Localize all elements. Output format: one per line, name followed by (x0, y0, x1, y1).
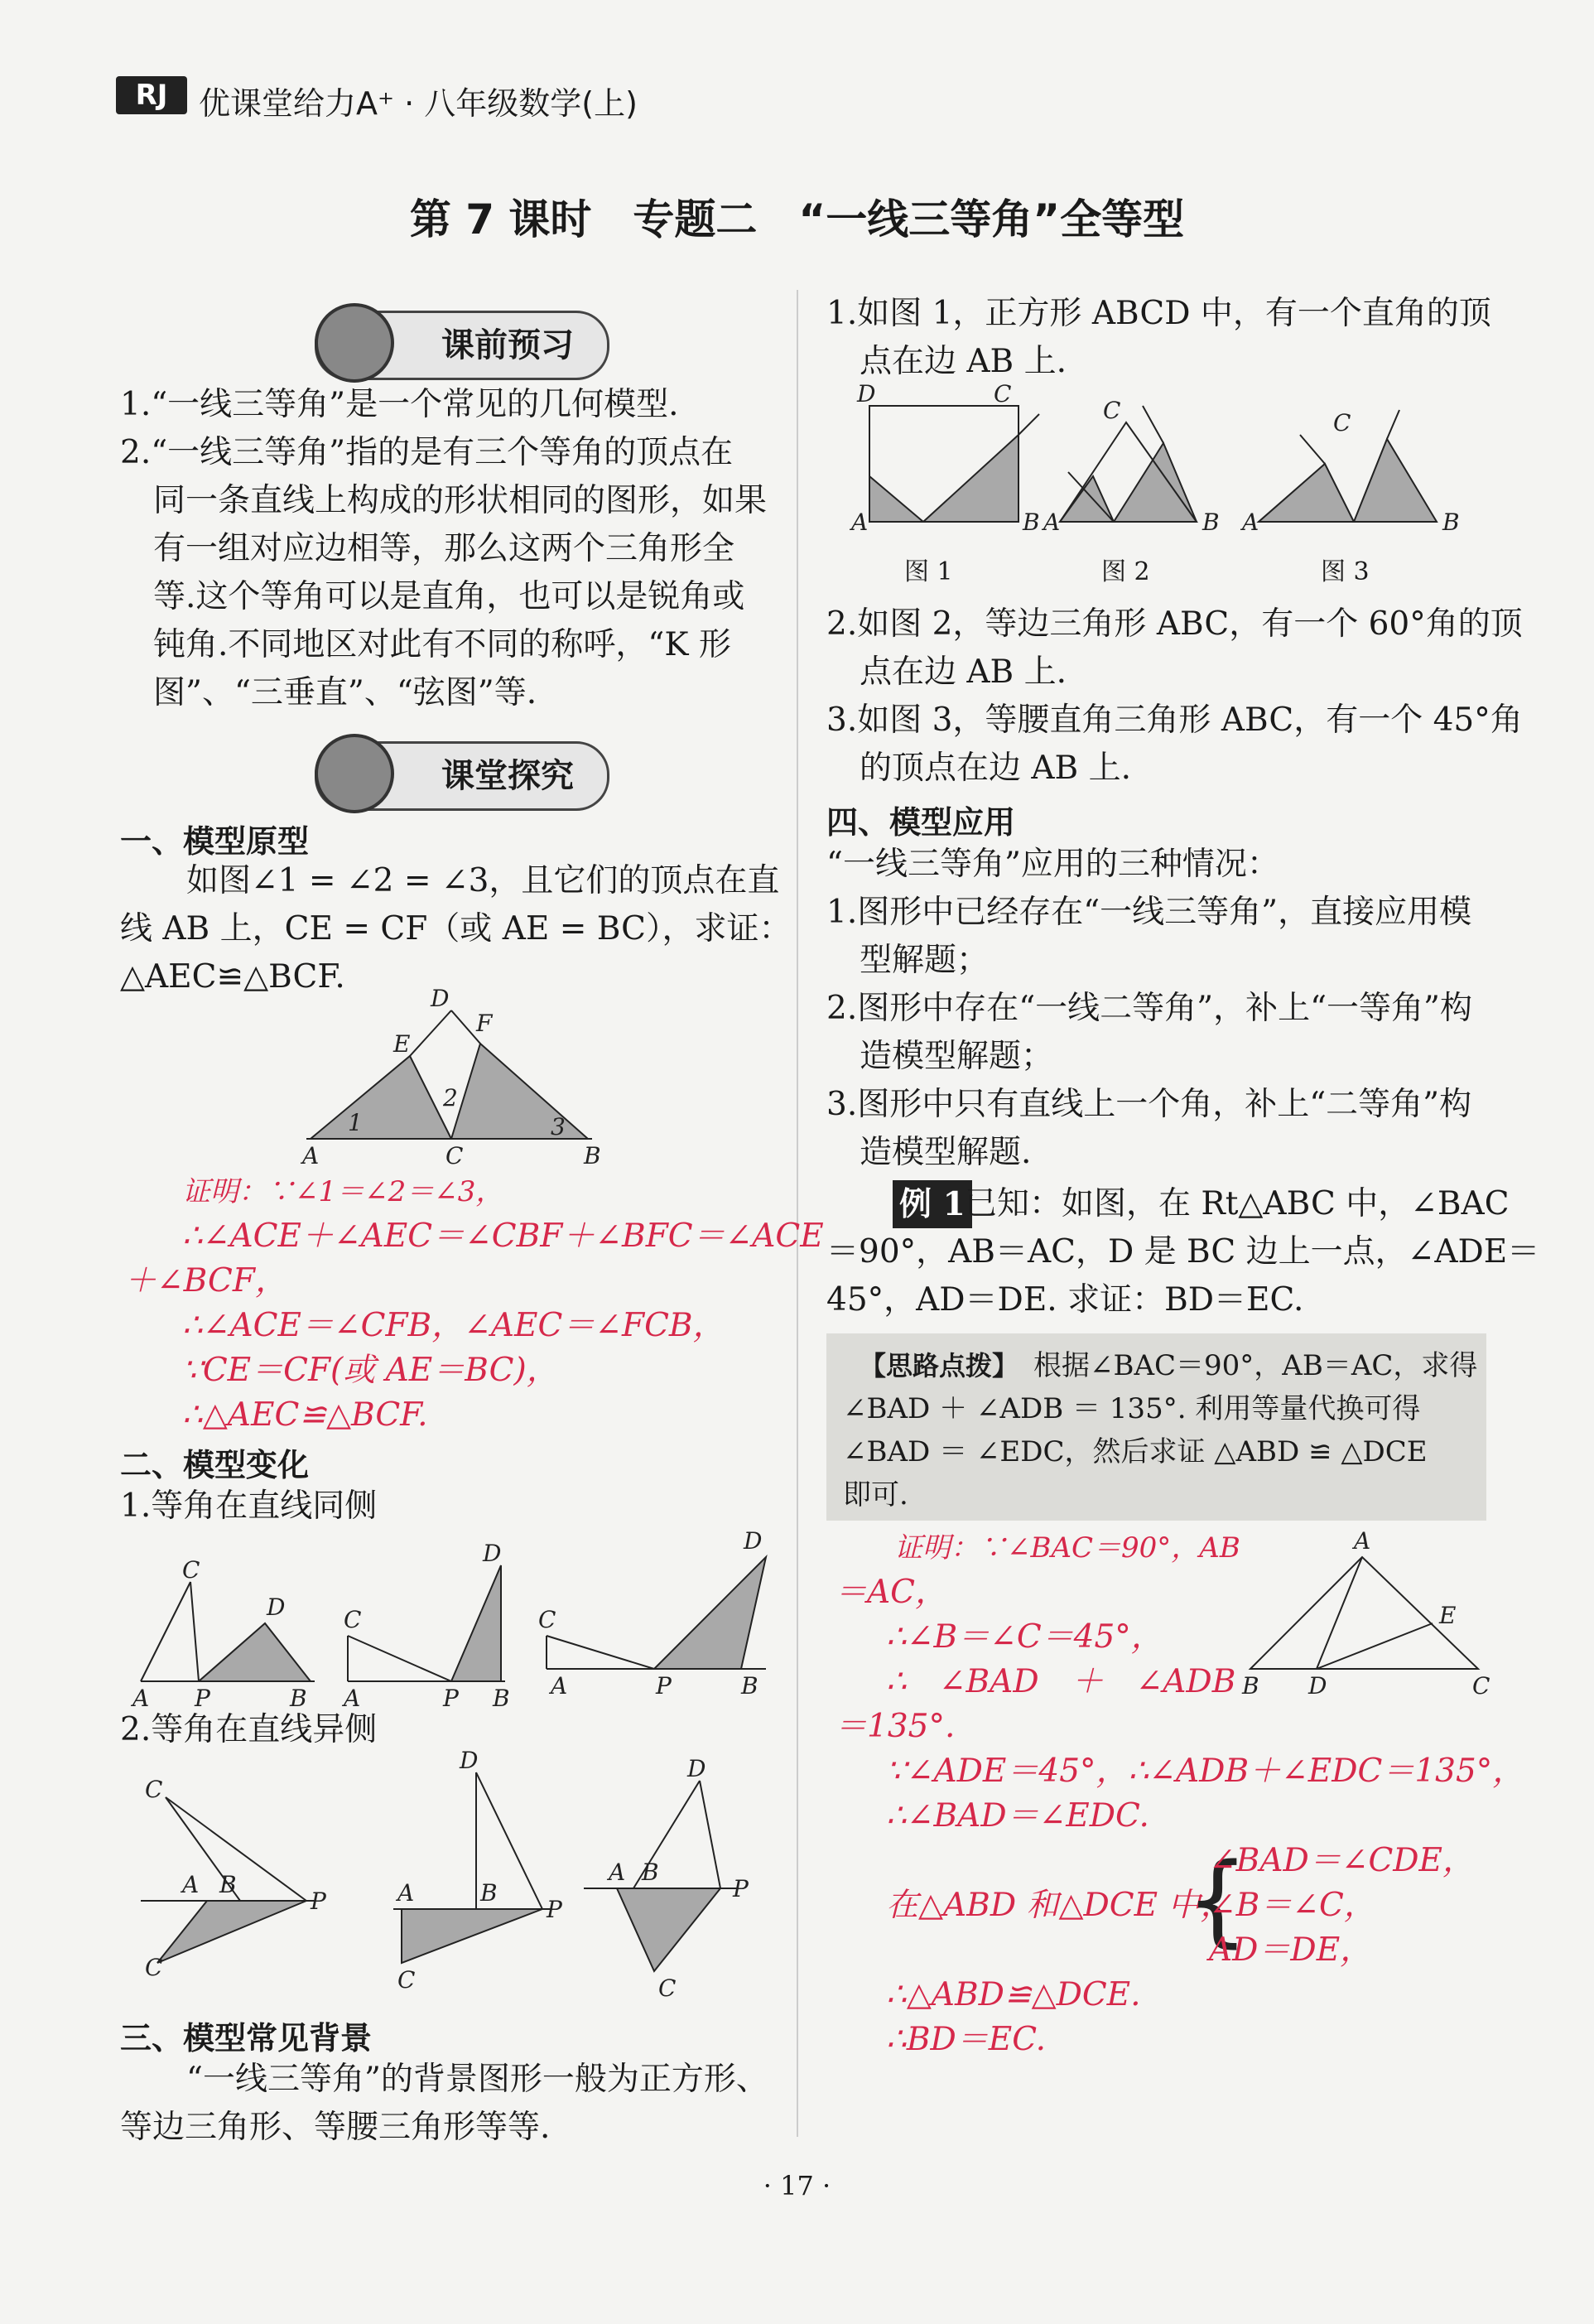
hint-line: ∠BAD ＝ ∠EDC，然后求证 △ABD ≌ △DCE (843, 1435, 1428, 1468)
svg-text:D: D (483, 1540, 502, 1567)
example-line: 已知：如图，在 Rt△ABC 中，∠BAC (965, 1185, 1510, 1222)
svg-text:A: A (1242, 509, 1259, 536)
magnifier-icon (315, 734, 394, 813)
body-line: 等边三角形、等腰三角形等等. (120, 2109, 551, 2146)
svg-text:C: C (344, 1606, 362, 1633)
same-side-figure-3 (538, 1527, 778, 1700)
example-figure (1242, 1527, 1490, 1700)
proof-line: ∠B＝∠C， (1209, 1887, 1376, 1924)
proof-line: ＝135°. (835, 1708, 956, 1745)
label-A: A (302, 1142, 320, 1169)
proof-line: ∠BAD＝∠CDE， (1209, 1842, 1476, 1879)
svg-text:B: B (219, 1871, 237, 1898)
svg-text:B: B (480, 1879, 498, 1907)
svg-text:P: P (547, 1896, 562, 1923)
proof-line: ∴ ∠BAD ＋ ∠ADB (886, 1663, 1236, 1700)
figure-caption: 图 2 (1101, 557, 1150, 586)
proof-line: ∴∠ACE＋∠AEC＝∠CBF＋∠BFC＝∠ACE (182, 1217, 824, 1255)
body-line: 点在边 AB 上. (860, 343, 1067, 380)
svg-text:C: C (994, 380, 1012, 407)
proof-line: AD＝DE， (1209, 1931, 1373, 1969)
triangle-BCF (451, 1044, 588, 1139)
proof-line: ＝AC， (835, 1574, 948, 1611)
svg-text:B: B (1242, 1672, 1259, 1700)
example-line: ＝90°，AB＝AC，D 是 BC 边上一点，∠ADE＝ (826, 1233, 1540, 1270)
svg-text:D: D (687, 1755, 706, 1782)
svg-text:C: C (658, 1974, 677, 2002)
proof-line: ∴∠BAD＝∠EDC. (886, 1797, 1149, 1835)
svg-text:B: B (1023, 509, 1040, 536)
example-line: 45°，AD＝DE. 求证：BD＝EC. (826, 1281, 1304, 1319)
svg-text:A: A (1043, 509, 1061, 536)
proof-line: ∵CE＝CF(或 AE＝BC)， (182, 1352, 559, 1389)
svg-text:A: A (132, 1685, 150, 1712)
same-side-figure-1 (132, 1556, 323, 1712)
figure-2-equilateral (1043, 397, 1220, 536)
svg-text:A: A (1354, 1527, 1371, 1555)
svg-text:A: A (397, 1879, 415, 1907)
svg-text:D: D (857, 380, 876, 407)
section-heading: 三、模型常见背景 (120, 2020, 373, 2056)
svg-text:D: D (460, 1747, 479, 1774)
list-item: 图”、“三垂直”、“弦图”等. (153, 674, 537, 711)
svg-text:C: C (538, 1606, 556, 1633)
proof-line: 证明：∵∠1＝∠2＝∠3， (182, 1175, 504, 1208)
svg-text:B: B (642, 1859, 659, 1886)
svg-text:B: B (1442, 509, 1460, 536)
label-F: F (476, 1010, 493, 1037)
list-item: 同一条直线上构成的形状相同的图形，如果 (153, 482, 768, 519)
section-heading: 一、模型原型 (120, 823, 310, 860)
hint-line: ∠BAD ＋ ∠ADB ＝ 135°. 利用等量代换可得 (843, 1392, 1421, 1425)
body-line: 2.如图 2，等边三角形 ABC，有一个 60°角的顶 (826, 605, 1523, 643)
body-line: “一线三等角”应用的三种情况： (826, 846, 1279, 883)
problem-line: 线 AB 上，CE = CF（或 AE = BC），求证： (120, 910, 792, 947)
svg-text:B: B (741, 1672, 758, 1700)
svg-text:A: A (609, 1859, 626, 1886)
svg-text:C: C (1103, 397, 1121, 424)
svg-text:D: D (744, 1527, 763, 1555)
opposite-side-figure-3 (584, 1755, 766, 2002)
body-line: 型解题； (860, 942, 990, 979)
svg-text:P: P (443, 1685, 459, 1712)
svg-text:C: C (397, 1966, 416, 1994)
proof-line: 证明：∵∠BAC＝90°，AB (894, 1531, 1240, 1565)
label-angle1: 1 (348, 1109, 363, 1136)
svg-text:P: P (311, 1888, 326, 1915)
body-line: 的顶点在边 AB 上. (860, 750, 1132, 787)
publisher-logo: RJ (116, 76, 187, 114)
svg-text:C: C (1333, 409, 1351, 436)
proof-line: ∴△ABD≌△DCE. (886, 1976, 1141, 2013)
figure-1-square (851, 380, 1040, 536)
svg-text:P: P (195, 1685, 210, 1712)
svg-text:C: C (145, 1776, 163, 1803)
proof-line: ∴∠ACE＝∠CFB，∠AEC＝∠FCB， (182, 1307, 725, 1344)
body-line: 1.如图 1，正方形 ABCD 中，有一个直角的顶 (826, 295, 1491, 332)
section-heading: 二、模型变化 (120, 1447, 310, 1483)
svg-text:A: A (851, 509, 869, 536)
body-line: 2.图形中存在“一线二等角”，补上“一等角”构 (826, 990, 1472, 1027)
proof-line: ＋∠BCF， (124, 1262, 287, 1299)
hint-box (826, 1333, 1486, 1521)
body-line: 造模型解题； (860, 1038, 1054, 1075)
list-item: 等.这个等角可以是直角，也可以是锐角或 (153, 578, 745, 615)
svg-text:C: C (182, 1556, 200, 1584)
body-line: 1.图形中已经存在“一线三等角”，直接应用模 (826, 894, 1472, 931)
triangle-AEC (311, 1056, 451, 1139)
section-heading: 四、模型应用 (826, 804, 1016, 841)
list-item: 1.“一线三等角”是一个常见的几何模型. (120, 386, 679, 423)
svg-text:E: E (1439, 1602, 1457, 1629)
svg-text:P: P (656, 1672, 672, 1700)
proof-line: 在△ABD 和△DCE 中， (886, 1887, 1233, 1924)
svg-text:D: D (267, 1594, 286, 1621)
proof-line: ∴∠B＝∠C＝45°， (886, 1618, 1163, 1656)
label-D: D (431, 985, 450, 1012)
hint-line: 根据∠BAC＝90°，AB＝AC，求得 (1033, 1349, 1478, 1382)
problem-line: △AEC≌△BCF. (120, 958, 345, 996)
svg-text:B: B (493, 1685, 510, 1712)
list-item: 2.“一线三等角”指的是有三个等角的顶点在 (120, 434, 734, 471)
label-E: E (393, 1030, 411, 1058)
svg-text:D: D (1308, 1672, 1327, 1700)
body-line: 3.图形中只有直线上一个角，补上“二等角”构 (826, 1086, 1472, 1123)
label-angle3: 3 (551, 1113, 566, 1140)
body-line: 点在边 AB 上. (860, 653, 1067, 691)
svg-text:B: B (290, 1685, 307, 1712)
svg-text:A: A (551, 1672, 568, 1700)
svg-text:A: A (344, 1685, 361, 1712)
proof-line: ∴△AEC≌△BCF. (182, 1396, 428, 1434)
model-prototype-figure (302, 985, 601, 1169)
page-number: · 17 · (763, 2170, 831, 2201)
problem-line: 如图∠1 = ∠2 = ∠3，且它们的顶点在直 (186, 862, 780, 899)
svg-text:A: A (182, 1871, 200, 1898)
body-line: “一线三等角”的背景图形一般为正方形、 (186, 2061, 768, 2098)
list-item: 有一组对应边相等，那么这两个三角形全 (153, 530, 735, 567)
book-header: 优课堂给力A⁺ · 八年级数学(上) (199, 85, 638, 122)
opposite-side-figure-2 (393, 1747, 567, 1994)
brace: { (1186, 1843, 1250, 1958)
label-B: B (584, 1142, 601, 1169)
same-side-figure-2 (344, 1540, 518, 1712)
svg-text:C: C (1472, 1672, 1490, 1700)
proof-line: ∵∠ADE＝45°，∴∠ADB＋∠EDC＝135°， (886, 1753, 1525, 1790)
label-angle2: 2 (443, 1084, 458, 1111)
subheading: 1.等角在直线同侧 (120, 1487, 378, 1525)
label-C: C (445, 1142, 464, 1169)
proof-line: ∴BD＝EC. (886, 2021, 1047, 2058)
location-pin-icon (315, 303, 394, 383)
body-line: 3.如图 3，等腰直角三角形 ABC，有一个 45°角 (826, 702, 1523, 739)
svg-text:C: C (145, 1954, 163, 1981)
body-line: 造模型解题. (860, 1134, 1032, 1171)
example-label: 例 1 (893, 1180, 972, 1229)
explore-badge: 课堂探究 (315, 741, 609, 811)
preview-badge: 课前预习 (315, 311, 609, 380)
hint-line: 即可. (843, 1478, 908, 1512)
svg-text:P: P (733, 1875, 749, 1902)
figure-caption: 图 3 (1321, 557, 1370, 586)
svg-text:B: B (1202, 509, 1220, 536)
figure-3-isosceles-right (1242, 409, 1460, 536)
opposite-side-figure-1 (141, 1776, 331, 1981)
hint-label: 【思路点拨】 (860, 1350, 1019, 1381)
list-item: 钝角.不同地区对此有不同的称呼，“K 形 (153, 626, 731, 663)
figure-caption: 图 1 (904, 557, 953, 586)
page-title: 第 7 课时 专题二 “一线三等角”全等型 (409, 195, 1185, 243)
subheading: 2.等角在直线异侧 (120, 1711, 378, 1748)
